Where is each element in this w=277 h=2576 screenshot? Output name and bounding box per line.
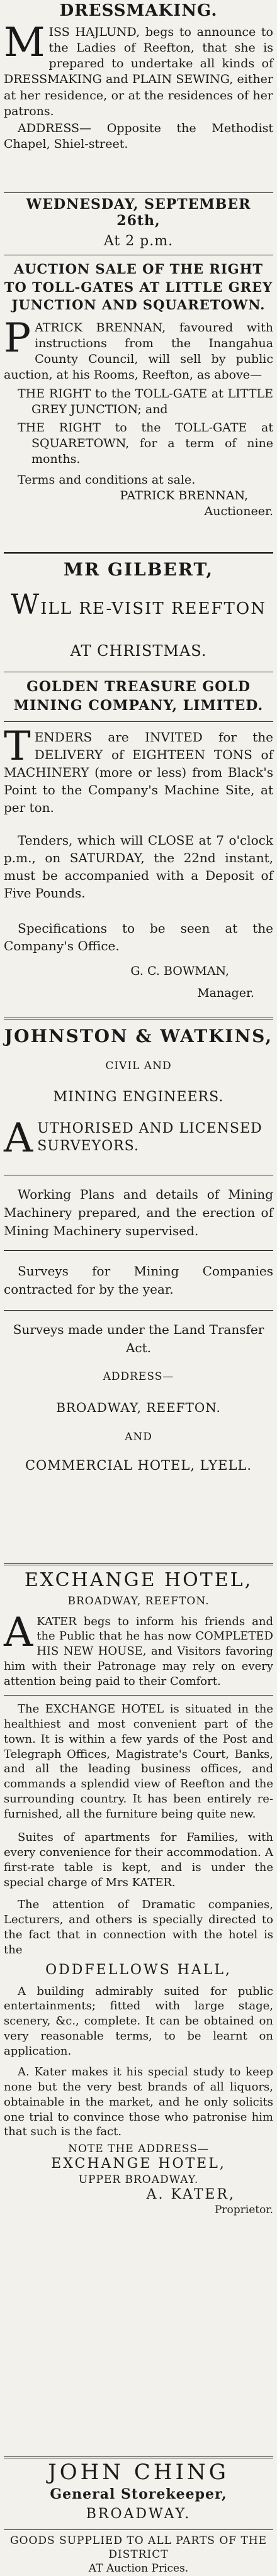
eh-hall: ODDFELLOWS HALL, <box>45 1962 232 1979</box>
auction-body: ATRICK BRENNAN, favoured with instructions from the Inangahua County Council, will sell by public auction, at his Rooms, Reefton, as above— <box>4 321 273 382</box>
divider <box>4 1563 273 1565</box>
jw-and: AND <box>125 1430 152 1443</box>
auction-title: AUCTION SALE OF THE RIGHT TO TOLL-GATES AT LITTLE GREY JUNCTION AND SQUARETOWN. <box>4 261 273 313</box>
eh-p5: A building admirably suited for public entertainments; fitted with large stage, scenery, &c., complete. It can be obtained on very reasonable terms, to be learnt on application. <box>4 1984 273 2058</box>
auction-role: Auctioneer. <box>204 504 273 519</box>
johnston-watkins-ad <box>4 1026 273 1474</box>
golden-role: Manager. <box>197 986 254 1001</box>
eh-p6: A. Kater makes it his special study to keep none but the very best brands of all liquors, obtainable in the market, and he only solicits one trial to convince those who patronise him that such is the fact. <box>4 2065 273 2139</box>
divider <box>4 1695 273 1696</box>
auction-ad <box>4 196 273 519</box>
eh-p4: The attention of Dramatic companies, Lecturers, and others is specially directed to the fact that in connection with the hotel is the <box>4 1898 273 1957</box>
jw-p2: Surveys for Mining Companies contracted for by the year. <box>4 1263 273 1297</box>
drop-cap: T <box>4 723 31 770</box>
divider <box>4 2457 273 2458</box>
divider <box>4 1310 273 1311</box>
drop-cap: P <box>4 315 31 362</box>
exchange-hotel-ad <box>4 1570 273 2217</box>
divider <box>4 2529 273 2530</box>
drop-cap: M <box>4 19 45 67</box>
golden-body: ENDERS are INVITED for the DELIVERY of EIGHTEEN TONS of MACHINERY (more or less) from Black's Point to the Company's Machine Site, at per ton. <box>4 730 273 816</box>
golden-title: GOLDEN TREASURE GOLD MINING COMPANY, LIMITED. <box>13 679 264 714</box>
ad-body: ISS HAJLUND, begs to announce to the Ladies of Reefton, that she is prepared to undertake all kinds of DRESSMAKING and PLAIN SEWING, either at her residence, or at the residences of her patrons. <box>4 25 273 118</box>
gilbert-ad <box>4 560 273 660</box>
eh-note: NOTE THE ADDRESS— <box>68 2143 209 2156</box>
drop-cap: A <box>4 1114 34 1162</box>
jw-p3: Surveys made under the Land Transfer Act. <box>13 1321 264 1355</box>
eh-role: Proprietor. <box>214 2204 273 2217</box>
auction-item: THE RIGHT to the TOLL-GATE at SQUARETOWN, for a term of nine months. <box>18 420 273 466</box>
jw-title: JOHNSTON & WATKINS, <box>4 1026 273 1046</box>
eh-title: EXCHANGE HOTEL, <box>24 1569 253 1591</box>
gilbert-when: AT CHRISTMAS. <box>70 642 207 660</box>
divider <box>4 552 273 554</box>
drop-cap: W <box>11 589 41 621</box>
eh-p3: Suites of apartments for Families, with every convenience for their accommodation. A first-rate table is kept, and is under the special charge of Mrs KATER. <box>4 1831 273 1889</box>
jw-addr2: COMMERCIAL HOTEL, LYELL. <box>25 1458 252 1474</box>
auction-signer: PATRICK BRENNAN, <box>120 488 248 502</box>
golden-signer: G. C. BOWMAN, <box>130 964 229 979</box>
divider <box>4 1250 273 1251</box>
eh-sub: BROADWAY, REEFTON. <box>67 1594 210 1607</box>
auction-time: At 2 p.m. <box>103 233 174 249</box>
auction-terms: Terms and conditions at sale. <box>18 472 196 487</box>
eh-p2: The EXCHANGE HOTEL is situated in the healthiest and most convenient part of the town. It is within a few yards of the Post and Telegraph Offices, Magistrate's Court, Banks, and all the leading business offices, and commands a splendid view of Reefton and the surrounding country. It has been entirely re-furnished, all the furniture being quite new. <box>4 1702 273 1821</box>
drop-cap: A <box>4 1609 33 1656</box>
eh-broadway: UPPER BROADWAY. <box>78 2173 199 2186</box>
jw-p1: Working Plans and details of Mining Machinery prepared, and the erection of Mining Machinery supervised. <box>4 1186 273 1238</box>
eh-hotel: EXCHANGE HOTEL, <box>51 2156 226 2172</box>
golden-treasure-ad <box>4 678 273 1002</box>
auction-item: THE RIGHT to the TOLL-GATE at LITTLE GREY JUNCTION; and <box>18 386 273 416</box>
dressmaking-ad <box>4 0 273 152</box>
jw-sub1: CIVIL AND <box>105 1060 172 1073</box>
divider <box>4 721 273 722</box>
golden-spec: Specifications to be seen at the Company's Office. <box>4 921 273 954</box>
jw-addr-label: ADDRESS— <box>103 1370 174 1383</box>
john-ching-ad <box>4 2460 273 2575</box>
gilbert-title: MR GILBERT, <box>63 559 213 580</box>
eh-signer: A. KATER, <box>146 2186 235 2202</box>
jc-foot: GOODS SUPPLIED TO ALL PARTS OF THE DISTRICT <box>9 2534 268 2561</box>
ad-address: ADDRESS— Opposite the Methodist Chapel, Shiel-street. <box>4 121 273 151</box>
eh-p1: KATER begs to inform his friends and the Public that he has now COMPLETED HIS NEW HOUSE, and Visitors favoring him with their Patronage may rely on every attention being paid to their Comfort. <box>4 1614 273 1688</box>
jc-sub: General Storekeeper, <box>50 2486 227 2503</box>
divider <box>4 1018 273 1019</box>
jw-authorised: UTHORISED AND LICENSED SURVEYORS. <box>37 1120 263 1155</box>
gilbert-line: ILL RE-VISIT REEFTON <box>40 599 266 619</box>
auction-date: WEDNESDAY, SEPTEMBER 26th, <box>26 196 251 230</box>
golden-body2: Tenders, which will CLOSE at 7 o'clock p.m., on SATURDAY, the 22nd instant, must be accompanied with a Deposit of Five Pounds. <box>4 833 273 901</box>
jc-title: JOHN CHING <box>48 2460 229 2485</box>
jc-foot2: AT Auction Prices. <box>88 2562 189 2575</box>
jw-sub2: MINING ENGINEERS. <box>53 1089 224 1106</box>
jw-addr1: BROADWAY, REEFTON. <box>56 1399 221 1415</box>
jc-addr: BROADWAY. <box>86 2506 191 2523</box>
ad-title: DRESSMAKING. <box>59 1 218 20</box>
divider <box>4 192 273 193</box>
